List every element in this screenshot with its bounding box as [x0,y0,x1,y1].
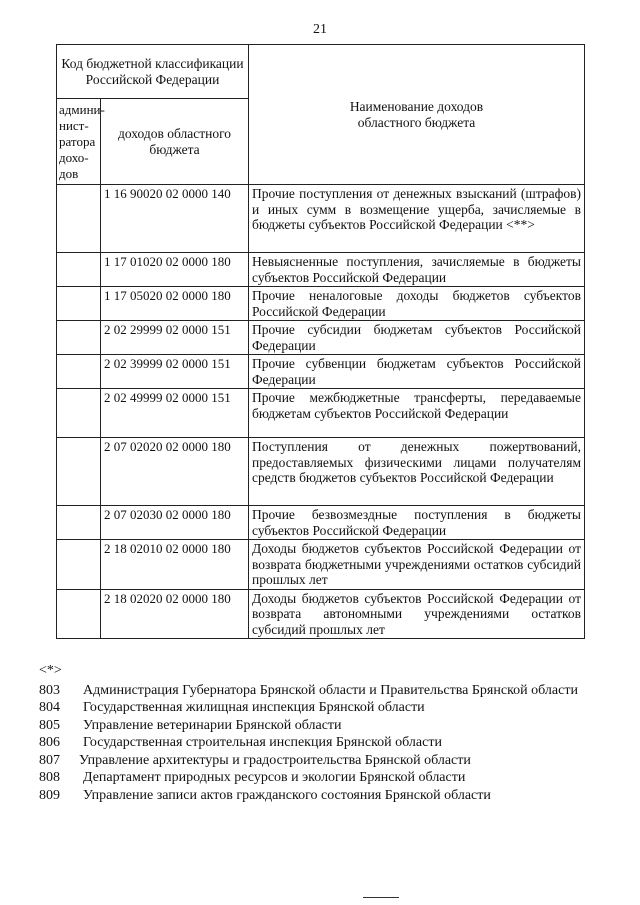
table-row [57,589,585,639]
header-revenue-name [249,45,585,185]
admin-code-cell [57,253,101,287]
header-admin-line: админи- [59,101,105,117]
footnote-item [39,752,587,770]
header-admin-line: дохо- [59,149,89,165]
footnotes [39,662,587,804]
income-code-cell: 1 16 90020 02 0000 140 [101,185,249,253]
income-name-cell: Прочие субсидии бюджетам субъектов Российской Федерации [249,321,585,355]
footnote-item [39,734,587,752]
income-code-cell: 2 07 02020 02 0000 180 [101,438,249,506]
admin-code-cell [57,185,101,253]
header-revenue-name-text: Наименование доходов областного бюджета [349,99,484,130]
table-row [57,253,585,287]
footnote-code: 804 [39,700,60,715]
income-name-cell: Доходы бюджетов субъектов Российской Федерации от возврата бюджетными учреждениями остатков субсидий прошлых лет [249,540,585,590]
table-row [57,287,585,321]
header-admin-line: дов [59,165,79,181]
footnote-code: 806 [39,735,60,750]
income-name-cell: Невыясненные поступления, зачисляемые в бюджеты субъектов Российской Федерации [249,253,585,287]
table-row [57,355,585,389]
footnote-code: 803 [39,682,60,698]
admin-code-cell [57,589,101,639]
admin-code-cell [57,540,101,590]
income-code-cell: 1 17 01020 02 0000 180 [101,253,249,287]
table-row [57,438,585,506]
footnote-item [39,717,587,735]
table-row [57,540,585,590]
page-bottom-rule [363,897,399,898]
income-code-cell: 2 18 02010 02 0000 180 [101,540,249,590]
header-regional-income-text: доходов областного бюджета [117,126,232,157]
table-row [57,321,585,355]
admin-code-cell [57,321,101,355]
income-code-cell: 1 17 05020 02 0000 180 [101,287,249,321]
income-name-cell: Прочие неналоговые доходы бюджетов субъектов Российской Федерации [249,287,585,321]
footnote-list [39,682,587,805]
footnote-text: Государственная жилищная инспекция Брянской области [83,700,425,715]
table-header-row-1 [57,45,585,99]
table-row [57,389,585,438]
admin-code-cell [57,506,101,540]
admin-code-cell [57,438,101,506]
header-admin-line: ратора [59,133,96,149]
footnote-text: Администрация Губернатора Брянской области и Правительства Брянской области [83,682,578,698]
income-name-cell: Прочие межбюджетные трансферты, передаваемые бюджетам субъектов Российской Федерации [249,389,585,438]
footnote-item [39,769,587,787]
footnote-text: Управление архитектуры и градостроительства Брянской области [79,752,471,768]
income-name-cell: Прочие безвозмездные поступления в бюджеты субъектов Российской Федерации [249,506,585,540]
income-name-cell: Поступления от денежных пожертвований, предоставляемых физическими лицами получателям средств бюджетов субъектов Российской Федерации [249,438,585,506]
income-code-cell: 2 02 49999 02 0000 151 [101,389,249,438]
footnote-item [39,699,587,717]
page-number: 21 [313,22,327,37]
admin-code-cell [57,389,101,438]
table-row [57,506,585,540]
header-administrator [57,99,105,185]
income-name-cell: Доходы бюджетов субъектов Российской Федерации от возврата автономными учреждениями остатков субсидий прошлых лет [249,589,585,639]
footnote-mark: <*> [39,663,62,678]
footnote-code: 809 [39,787,60,803]
income-code-cell: 2 02 29999 02 0000 151 [101,321,249,355]
footnote-text: Управление ветеринарии Брянской области [83,717,342,733]
income-code-cell: 2 18 02020 02 0000 180 [101,589,249,639]
income-name-cell: Прочие субвенции бюджетам субъектов Российской Федерации [249,355,585,389]
footnote-text: Управление записи актов гражданского состояния Брянской области [83,787,491,803]
footnote-item [39,682,587,700]
header-regional-income [101,99,249,185]
budget-classification-table [56,44,585,639]
footnote-text: Департамент природных ресурсов и экологии Брянской области [83,770,466,785]
income-code-cell: 2 02 39999 02 0000 151 [101,355,249,389]
header-budget-classification-code: Код бюджетной классификации Российской Федерации [57,45,249,99]
admin-code-cell [57,355,101,389]
income-name-cell: Прочие поступления от денежных взысканий (штрафов) и иных сумм в возмещение ущерба, зачисляемые в бюджеты субъектов Российской Федерации <**> [249,185,585,253]
footnote-code: 808 [39,770,60,785]
footnote-text: Государственная строительная инспекция Брянской области [83,735,442,750]
table-row [57,185,585,253]
admin-code-cell [57,287,101,321]
income-code-cell: 2 07 02030 02 0000 180 [101,506,249,540]
footnote-item [39,787,587,805]
footnote-code: 807 [39,752,60,768]
footnote-code: 805 [39,717,60,733]
header-admin-line: нист- [59,117,89,133]
